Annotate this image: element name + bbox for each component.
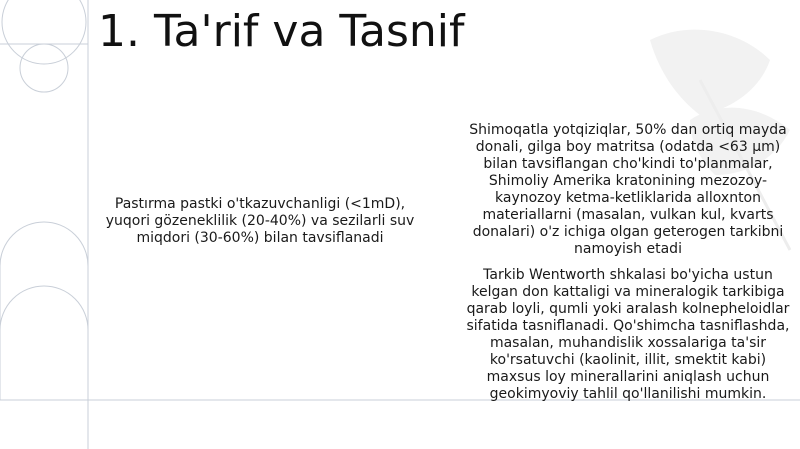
left-lower-arch (0, 286, 88, 400)
right-paragraph-2: Tarkib Wentworth shkalasi bo'yicha ustun kelgan don kattaligi va mineralogik tarkibiga qarab loyli, qumli yoki aralash kolnepheloidlar sifatida tasniflanadi. Qo'shimcha tasniflashda, masalan, muhandislik xossalariga ta'sir ko'rsatuvchi (kaolinit, illit, smektit kabi) maxsus loy minerallarini aniqlash uchun geokimyoviy tahlil qo'llanilishi mumkin. (466, 267, 790, 402)
left-arch (0, 222, 88, 330)
top-large-circle (2, 0, 86, 64)
right-text-column (462, 122, 794, 412)
slide-title: 1. Ta'rif va Tasnif (98, 6, 465, 57)
right-paragraph-1: Shimoqatla yotqiziqlar, 50% dan ortiq mayda donali, gilga boy matritsa (odatda <63 μm) bilan tavsiflangan cho'kindi to'planmalar, Shimoliy Amerika kratonining mezozoy-kaynozoy ketma-ketliklarida alloxnton materiallarni (masalan, vulkan kul, kvarts donalari) o'z ichiga olgan geterogen tarkibni namoyish etadi (469, 122, 787, 257)
left-text-block: Pastırma pastki o'tkazuvchanligi (<1mD), yuqori gözeneklilik (20-40%) va sezilarli suv miqdori (30-60%) bilan tavsiflanadi (105, 196, 415, 246)
top-small-circle (20, 44, 68, 92)
